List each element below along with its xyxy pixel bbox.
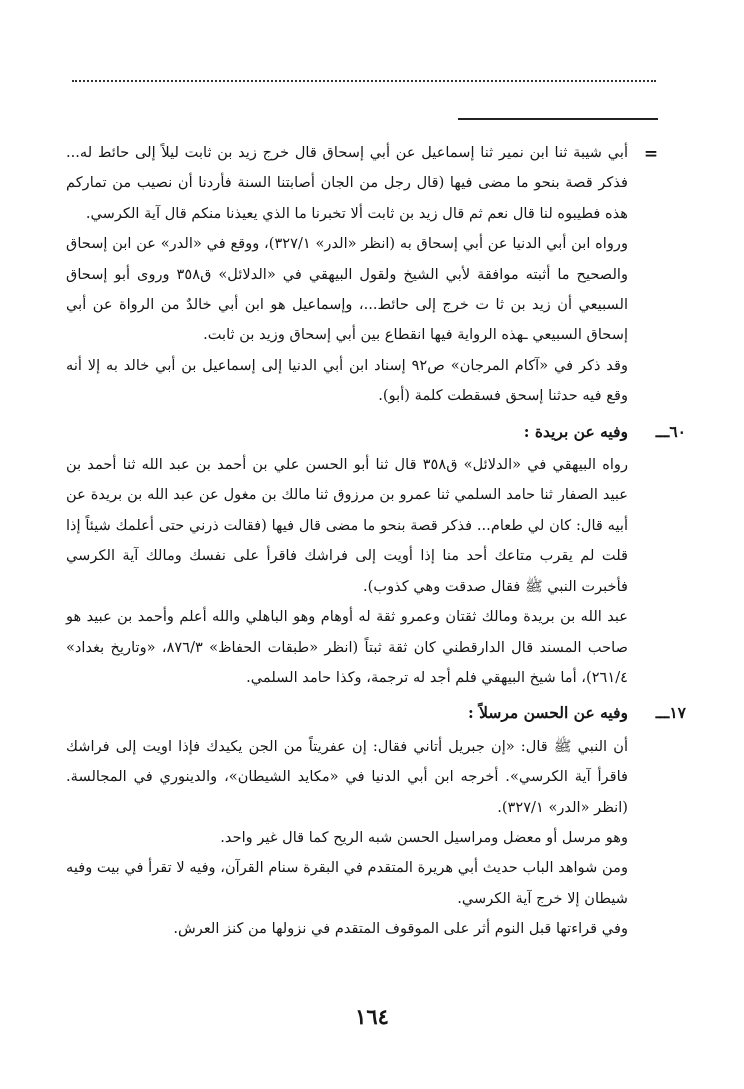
header-dotted-rule <box>72 80 656 82</box>
page-number: ١٦٤ <box>355 1004 389 1029</box>
section-heading-17 <box>66 698 686 728</box>
paragraph-mursal: وهو مرسل أو معضل ومراسيل الحسن شبه الريح كما قال غير واحد. <box>220 828 628 846</box>
paragraph-shawahid: ومن شواهد الباب حديث أبي هريرة المتقدم في البقرة سنام القرآن، وفيه لا تقرأ في بيت وفيه شيطان إلا خرج آية الكرسي. <box>66 859 628 907</box>
footnote-separator-rule <box>458 118 658 120</box>
paragraph-continuation: أبي شيبة ثنا ابن نمير ثنا إسماعيل عن أبي إسحاق قال خرج زيد بن ثابت ليلاً إلى حائط له... فذكر قصة بنحو ما مضى فيها (قال رجل من الجان أصابتنا السنة فأردنا أن نصيب من تماركم هذه فطيبوه لنا قال نعم ثم قال زيد بن ثابت ألا تخبرنا ما الذي يعيذنا منكم قال آية الكرسي. <box>66 144 628 222</box>
paragraph-ibn-abi-dunya: ورواه ابن أبي الدنيا عن أبي إسحاق به (انظر «الدر» ٣٢٧/١)، ووقع في «الدر» عن ابن إسحاق والصحيح ما أثبته موافقة لأبي الشيخ ولقول البيهقي في «الدلائل» ق٣٥٨ وروى أبو إسحاق السبيعي أن زيد بن ثا ت خرج إلى حائط...، وإسماعيل هو ابن أبي خالدٌ من الرواة عن أبي إسحاق السبيعي ـهذه الرواية فيها انقطاع بين أبي إسحاق وزيد بن ثابت. <box>66 235 628 344</box>
paragraph-before-sleep: وفي قراءتها قبل النوم أثر على الموقوف المتقدم في نزولها من كنز العرش. <box>173 920 628 938</box>
section-heading-60 <box>66 417 686 447</box>
paragraph-akam-marjan: وقد ذكر في «آكام المرجان» ص٩٢ إسناد ابن أبي الدنيا إلى إسماعيل بن أبي خالد به إلا أنه وقع فيه حدثنا إسحق فسقطت كلمة (أبو). <box>66 356 628 405</box>
paragraph-narrators: عبد الله بن بريدة ومالك ثقتان وعمرو ثقة له أوهام وهو الباهلي والله أعلم وأحمد بن عبيد هو صاحب المسند قال الدارقطني كان ثقة ثبتاً (انظر «طبقات الحفاظ» ٨٧٦/٣، «وتاريخ بغداد» ٢٦١/٤)، أما شيخ البيهقي فلم أجد له ترجمة، وكذا حامد السلمي. <box>66 608 629 686</box>
section-number-17: ١٧ـــ <box>655 703 686 723</box>
section-title-60: وفيه عن بريدة : <box>523 421 628 441</box>
section-title-17: وفيه عن الحسن مرسلاً : <box>468 703 628 723</box>
paragraph-hadith-jibril: أن النبي ﷺ قال: «إن جبريل أتاني فقال: إن عفريتاً من الجن يكيدك فإذا اويت إلى فراشك فاقرأ آية الكرسي». أخرجه ابن أبي الدنيا في «مكايد الشيطان»، والدينوري في المجالسة. (انظر «الدر» ٣٢٧/١). <box>66 737 628 816</box>
paragraph-bayhaqi: رواه البيهقي في «الدلائل» ق٣٥٨ قال ثنا أبو الحسن علي بن أحمد بن عبد الله ثنا أحمد بن عبيد الصفار ثنا حامد السلمي ثنا عمرو بن مرزوق ثنا مالك بن مغول عن عبد الله بن بريدة عن أبيه قال: كان لي طعام... فذكر قصة بنحو ما مضى قال فيها (فقالت ذرني حتى أعلمك شيئاً إذا قلت لم يقرب متاعك أحد منا إذا أويت إلى فراشك فاقرأ على نفسك ومالك آية الكرسي فأخبرت النبي ﷺ فقال صدقت وهي كذوب). <box>66 456 628 595</box>
continuation-mark: = <box>643 144 659 164</box>
section-number-60: ٦٠ـــ <box>655 421 686 441</box>
footnote-body <box>66 138 686 945</box>
